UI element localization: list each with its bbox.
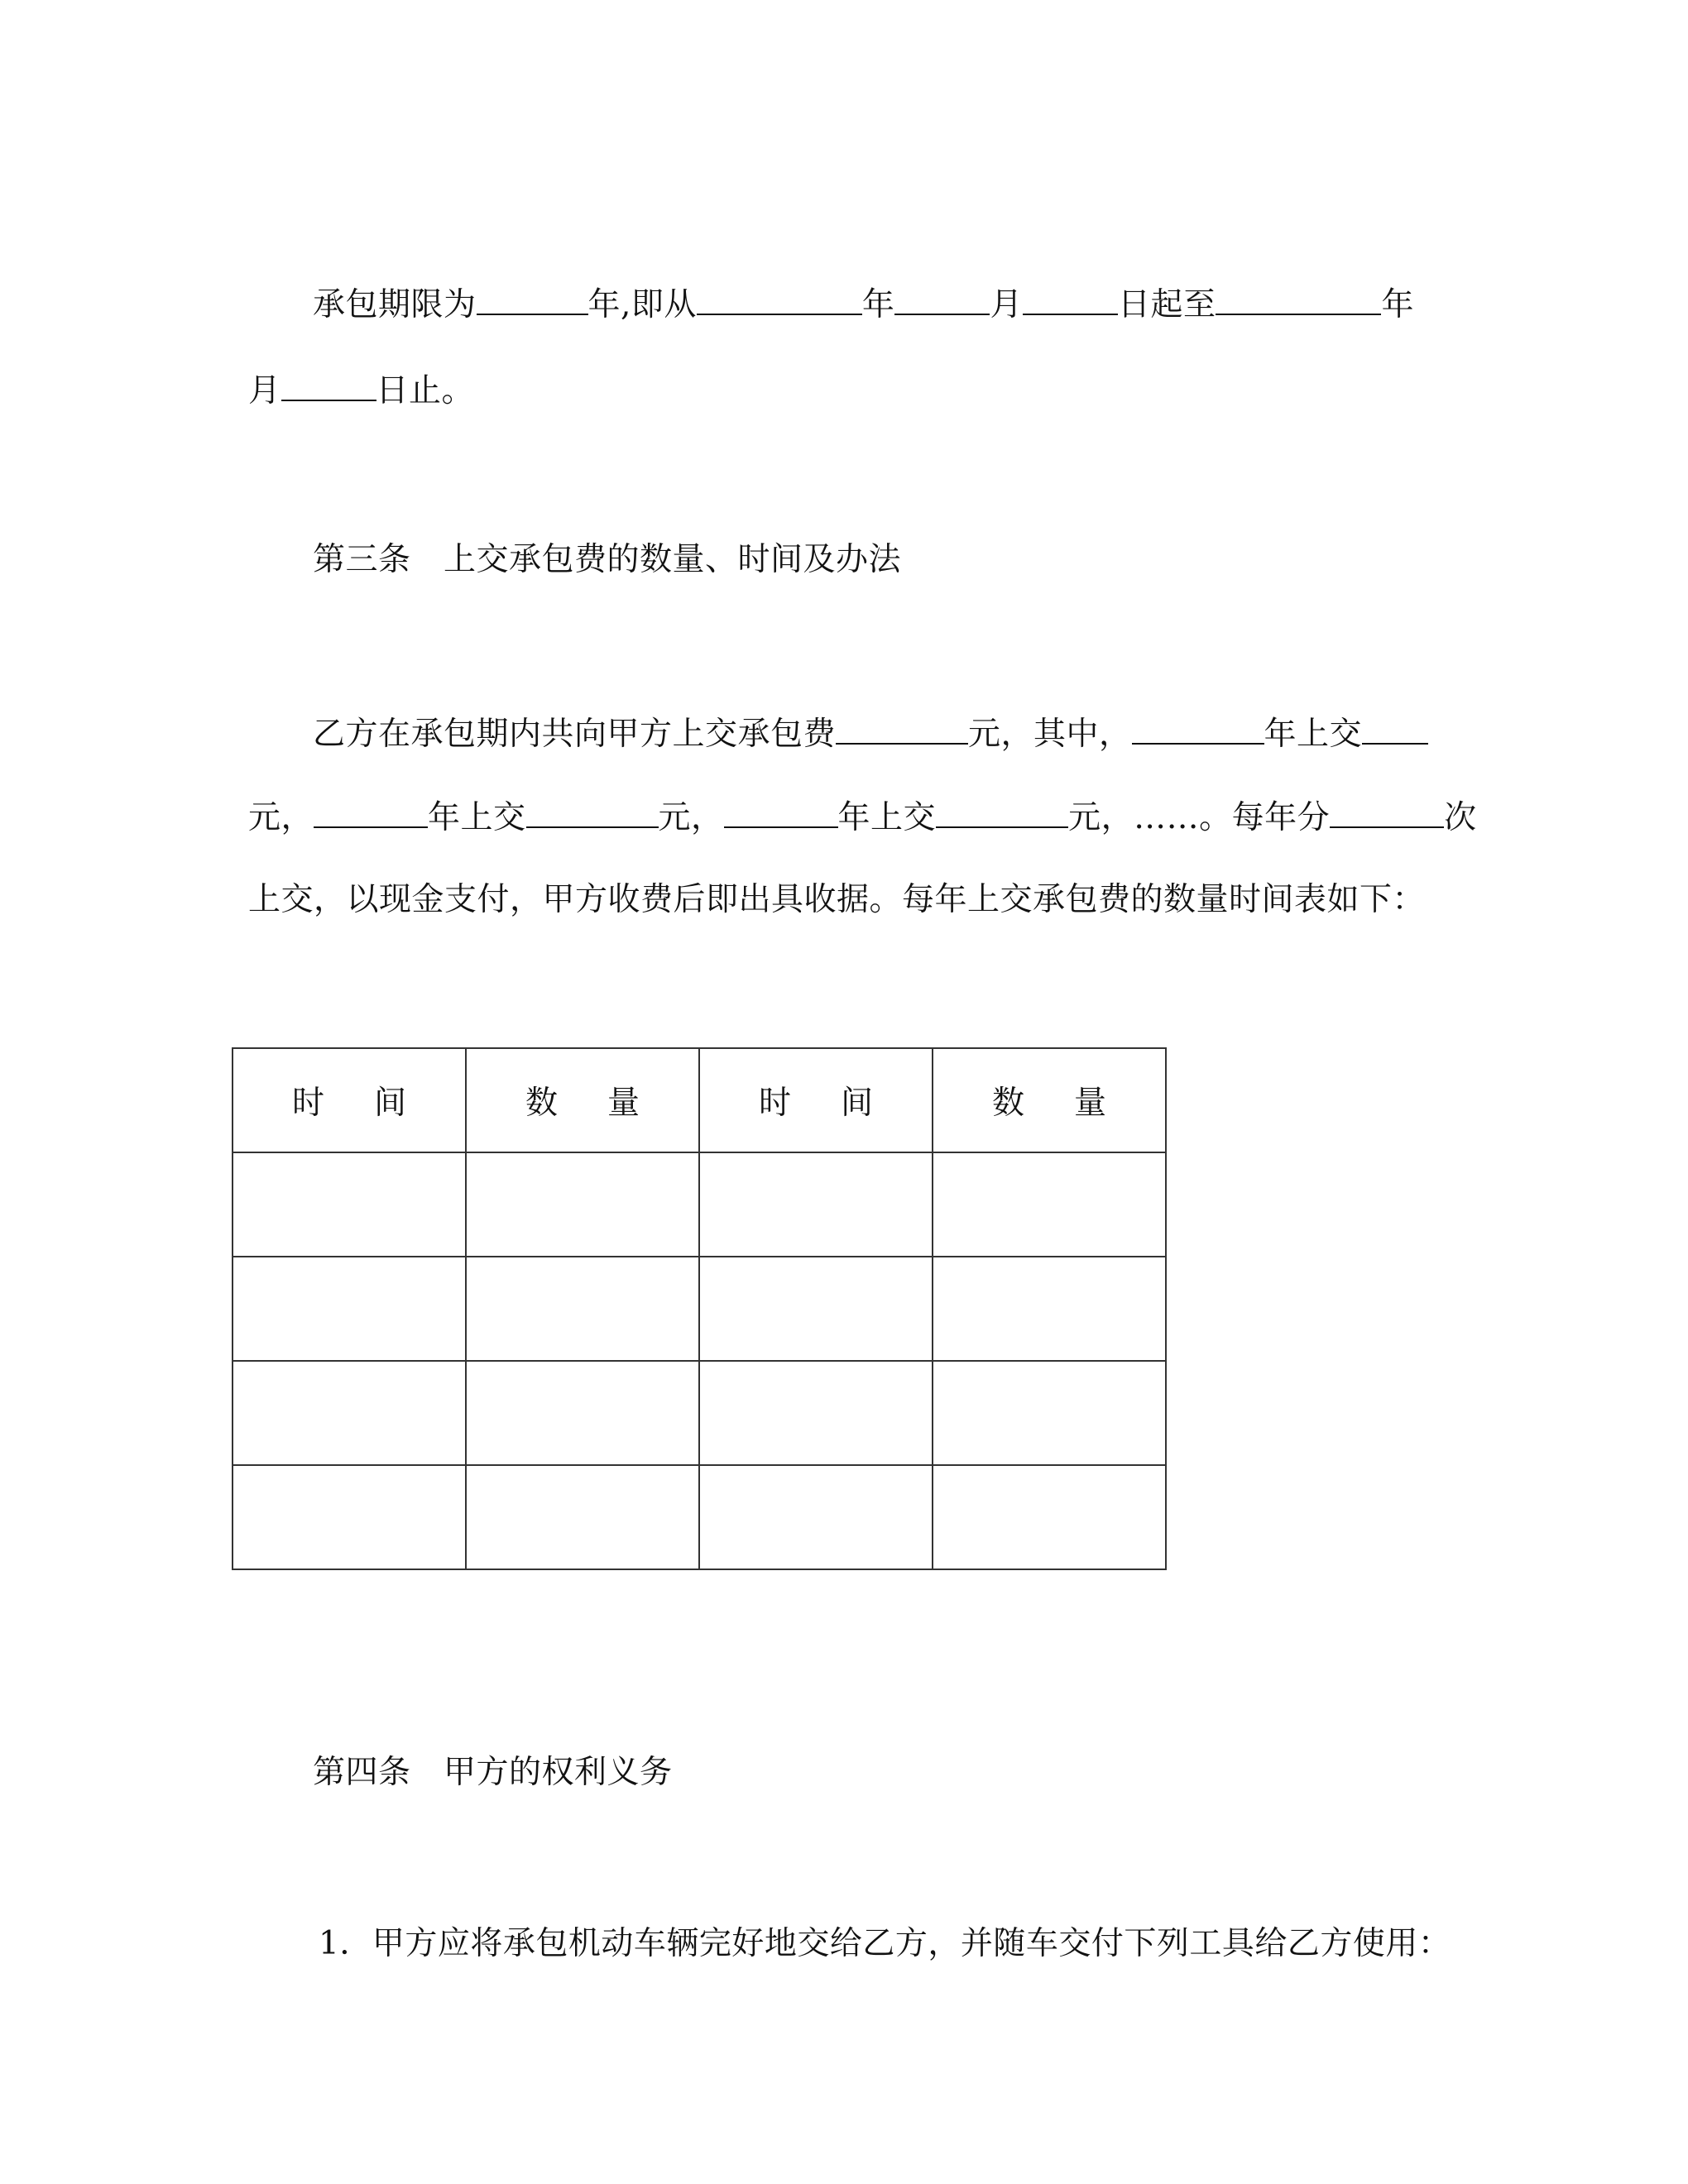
table-cell[interactable] bbox=[933, 1465, 1166, 1569]
header-amount-2: 数量 bbox=[933, 1048, 1166, 1152]
table-cell[interactable] bbox=[466, 1152, 699, 1257]
fee-text-2: 元，其中， bbox=[968, 716, 1132, 753]
term-text-8: 日止。 bbox=[376, 372, 475, 410]
start-month-field[interactable] bbox=[894, 284, 990, 315]
term-text-5: 日起至 bbox=[1117, 286, 1216, 323]
table-cell[interactable] bbox=[933, 1361, 1166, 1465]
table-cell[interactable] bbox=[699, 1465, 933, 1569]
start-day-field[interactable] bbox=[1023, 284, 1118, 315]
article-4-heading: 第四条 甲方的权利义务 bbox=[313, 1754, 673, 1791]
term-text-1: 承包期限为 bbox=[313, 286, 477, 323]
term-text-2: 年,即从 bbox=[587, 286, 697, 323]
table-header-row bbox=[233, 1048, 1166, 1152]
table-cell[interactable] bbox=[466, 1465, 699, 1569]
payment-schedule-table bbox=[232, 1047, 1167, 1570]
table-cell[interactable] bbox=[933, 1257, 1166, 1361]
start-year-field[interactable] bbox=[697, 284, 862, 315]
fee-text-1: 乙方在承包期内共向甲方上交承包费 bbox=[313, 716, 837, 753]
term-paragraph-line-1 bbox=[313, 284, 1414, 326]
table-cell[interactable] bbox=[699, 1257, 933, 1361]
table-cell[interactable] bbox=[466, 1257, 699, 1361]
total-fee-field[interactable] bbox=[836, 713, 968, 745]
header-amount-1: 数量 bbox=[466, 1048, 699, 1152]
amount-3-field[interactable] bbox=[936, 797, 1068, 828]
table-cell[interactable] bbox=[699, 1152, 933, 1257]
fee-text-9: 次 bbox=[1444, 799, 1477, 836]
fee-text-5: 年上交 bbox=[428, 799, 526, 836]
term-years-field[interactable] bbox=[477, 284, 588, 315]
fee-text-3: 年上交 bbox=[1264, 716, 1363, 753]
table-cell[interactable] bbox=[233, 1152, 466, 1257]
table-cell[interactable] bbox=[233, 1257, 466, 1361]
year-3-field[interactable] bbox=[724, 797, 838, 828]
table-row bbox=[233, 1465, 1166, 1569]
term-paragraph-line-2 bbox=[248, 370, 474, 412]
end-month-day-field[interactable] bbox=[281, 370, 376, 401]
year-1-field[interactable] bbox=[1132, 713, 1264, 745]
article-3-heading: 第三条 上交承包费的数量、时间及办法 bbox=[313, 541, 902, 578]
article-4-item-1: 1．甲方应将承包机动车辆完好地交给乙方，并随车交付下列工具给乙方使用： bbox=[319, 1925, 1451, 1962]
table-cell[interactable] bbox=[699, 1361, 933, 1465]
term-text-6: 年 bbox=[1381, 286, 1414, 323]
fee-text-4: 元， bbox=[248, 799, 314, 836]
fee-paragraph-line-3: 上交，以现金支付，甲方收费后即出具收据。每年上交承包费的数量时间表如下： bbox=[248, 881, 1426, 918]
table-cell[interactable] bbox=[233, 1465, 466, 1569]
end-year-field[interactable] bbox=[1216, 284, 1381, 315]
table-cell[interactable] bbox=[466, 1361, 699, 1465]
table-cell[interactable] bbox=[233, 1361, 466, 1465]
fee-paragraph-line-1 bbox=[313, 713, 1428, 755]
header-time-1: 时间 bbox=[233, 1048, 466, 1152]
fee-text-7: 年上交 bbox=[837, 799, 937, 836]
term-text-7: 月 bbox=[248, 372, 281, 410]
term-text-3: 年 bbox=[861, 286, 895, 323]
header-time-2: 时间 bbox=[699, 1048, 933, 1152]
fee-text-8: 元，……。每年分 bbox=[1068, 799, 1331, 836]
year-2-field[interactable] bbox=[314, 797, 428, 828]
fee-paragraph-line-2 bbox=[248, 797, 1477, 839]
installments-field[interactable] bbox=[1330, 797, 1444, 828]
table-row bbox=[233, 1257, 1166, 1361]
amount-1-field[interactable] bbox=[1362, 713, 1428, 745]
term-text-4: 月 bbox=[990, 286, 1023, 323]
fee-text-6: 元， bbox=[658, 799, 724, 836]
table-cell[interactable] bbox=[933, 1152, 1166, 1257]
table-row bbox=[233, 1152, 1166, 1257]
amount-2-field[interactable] bbox=[526, 797, 659, 828]
table-row bbox=[233, 1361, 1166, 1465]
